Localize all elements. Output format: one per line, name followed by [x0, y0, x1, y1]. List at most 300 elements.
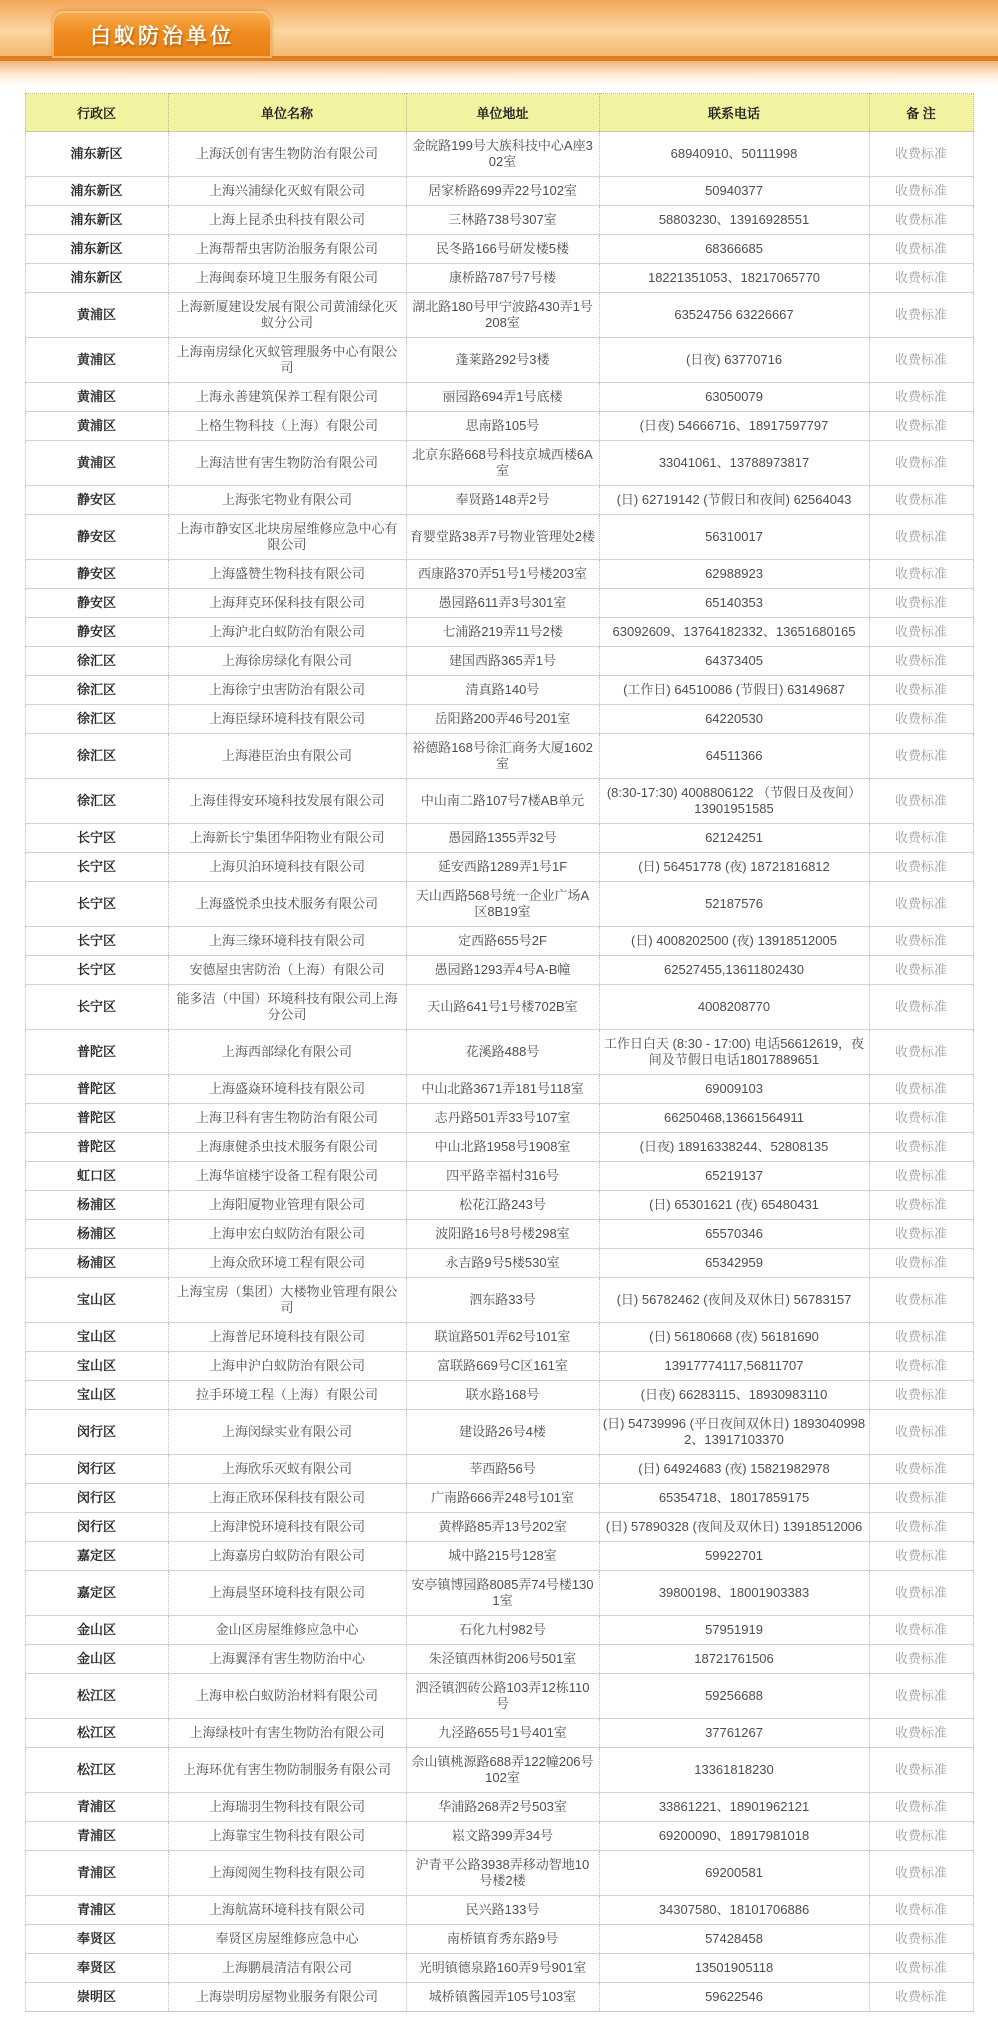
district-cell: 浦东新区 [25, 206, 168, 235]
table-row [25, 618, 973, 647]
phone-cell: 64220530 [599, 705, 869, 734]
table-row [25, 779, 973, 824]
table-row [25, 1220, 973, 1249]
district-cell: 金山区 [25, 1645, 168, 1674]
phone-cell: 65354718、18017859175 [599, 1484, 869, 1513]
phone-cell: 37761267 [599, 1719, 869, 1748]
note-cell: 收费标准 [869, 1191, 973, 1220]
unit-name-cell: 上海普尼环境科技有限公司 [168, 1323, 406, 1352]
table-row [25, 383, 973, 412]
note-cell: 收费标准 [869, 206, 973, 235]
table-row [25, 1513, 973, 1542]
phone-cell: 62124251 [599, 824, 869, 853]
district-cell: 长宁区 [25, 927, 168, 956]
table-row [25, 1249, 973, 1278]
unit-address-cell: 民冬路166号研发楼5楼 [406, 235, 599, 264]
unit-address-cell: 松花江路243号 [406, 1191, 599, 1220]
table-row [25, 1542, 973, 1571]
phone-cell: (日) 56782462 (夜间及双休日) 56783157 [599, 1278, 869, 1323]
unit-name-cell: 上海徐房绿化有限公司 [168, 647, 406, 676]
district-cell: 奉贤区 [25, 1925, 168, 1954]
table-row [25, 1896, 973, 1925]
unit-address-cell: 安亭镇博园路8085弄74号楼1301室 [406, 1571, 599, 1616]
unit-address-cell: 光明镇德泉路160弄9号901室 [406, 1954, 599, 1983]
note-cell: 收费标准 [869, 882, 973, 927]
unit-address-cell: 七浦路219弄11号2楼 [406, 618, 599, 647]
header-fade-strip [0, 61, 998, 85]
district-cell: 徐汇区 [25, 734, 168, 779]
note-cell: 收费标准 [869, 338, 973, 383]
district-cell: 黄浦区 [25, 383, 168, 412]
note-cell: 收费标准 [869, 293, 973, 338]
table-row [25, 1381, 973, 1410]
note-cell: 收费标准 [869, 1104, 973, 1133]
note-cell: 收费标准 [869, 1954, 973, 1983]
district-cell: 松江区 [25, 1748, 168, 1793]
phone-cell: 18221351053、18217065770 [599, 264, 869, 293]
unit-address-cell: 康桥路787号7号楼 [406, 264, 599, 293]
district-cell: 黄浦区 [25, 412, 168, 441]
phone-cell: 39800198、18001903383 [599, 1571, 869, 1616]
unit-address-cell: 富联路669号C区161室 [406, 1352, 599, 1381]
unit-name-cell: 上海申沪白蚁防治有限公司 [168, 1352, 406, 1381]
unit-address-cell: 蓬莱路292号3楼 [406, 338, 599, 383]
note-cell: 收费标准 [869, 515, 973, 560]
note-cell: 收费标准 [869, 1410, 973, 1455]
note-cell: 收费标准 [869, 560, 973, 589]
column-header-unit-name: 单位名称 [168, 94, 406, 132]
unit-address-cell: 九泾路655号1号401室 [406, 1719, 599, 1748]
note-cell: 收费标准 [869, 1278, 973, 1323]
unit-address-cell: 联水路168号 [406, 1381, 599, 1410]
phone-cell: 63050079 [599, 383, 869, 412]
district-cell: 嘉定区 [25, 1571, 168, 1616]
district-cell: 松江区 [25, 1674, 168, 1719]
table-header-row [25, 94, 973, 132]
unit-address-cell: 华浦路268弄2号503室 [406, 1793, 599, 1822]
table-row [25, 1191, 973, 1220]
phone-cell: 64373405 [599, 647, 869, 676]
unit-address-cell: 愚园路611弄3号301室 [406, 589, 599, 618]
phone-cell: 64511366 [599, 734, 869, 779]
unit-address-cell: 三林路738号307室 [406, 206, 599, 235]
table-row [25, 206, 973, 235]
unit-name-cell: 上海闵绿实业有限公司 [168, 1410, 406, 1455]
phone-cell: 65342959 [599, 1249, 869, 1278]
unit-address-cell: 崧文路399弄34号 [406, 1822, 599, 1851]
table-row [25, 1352, 973, 1381]
unit-address-cell: 建设路26号4楼 [406, 1410, 599, 1455]
note-cell: 收费标准 [869, 1674, 973, 1719]
district-cell: 静安区 [25, 515, 168, 560]
district-cell: 徐汇区 [25, 779, 168, 824]
phone-cell: 68366685 [599, 235, 869, 264]
unit-address-cell: 湖北路180号甲宁波路430弄1号208室 [406, 293, 599, 338]
table-row [25, 927, 973, 956]
table-row [25, 1719, 973, 1748]
table-row [25, 515, 973, 560]
phone-cell: 33861221、18901962121 [599, 1793, 869, 1822]
table-row [25, 824, 973, 853]
district-cell: 静安区 [25, 618, 168, 647]
note-cell: 收费标准 [869, 1851, 973, 1896]
district-cell: 闵行区 [25, 1455, 168, 1484]
phone-cell: 59622546 [599, 1983, 869, 2012]
table-row [25, 338, 973, 383]
unit-name-cell: 上海绿枝叶有害生物防治有限公司 [168, 1719, 406, 1748]
unit-name-cell: 上海洁世有害生物防治有限公司 [168, 441, 406, 486]
phone-cell: 57951919 [599, 1616, 869, 1645]
phone-cell: 58803230、13916928551 [599, 206, 869, 235]
district-cell: 浦东新区 [25, 177, 168, 206]
district-cell: 嘉定区 [25, 1542, 168, 1571]
column-header-address: 单位地址 [406, 94, 599, 132]
phone-cell: 4008208770 [599, 985, 869, 1030]
table-row [25, 441, 973, 486]
unit-name-cell: 上海三缘环境科技有限公司 [168, 927, 406, 956]
district-cell: 长宁区 [25, 853, 168, 882]
table-row [25, 956, 973, 985]
unit-address-cell: 愚园路1355弄32号 [406, 824, 599, 853]
district-cell: 杨浦区 [25, 1249, 168, 1278]
district-cell: 金山区 [25, 1616, 168, 1645]
district-cell: 宝山区 [25, 1381, 168, 1410]
table-row [25, 1851, 973, 1896]
unit-address-cell: 天山路641号1号楼702B室 [406, 985, 599, 1030]
note-cell: 收费标准 [869, 1983, 973, 2012]
unit-address-cell: 联谊路501弄62号101室 [406, 1323, 599, 1352]
district-cell: 徐汇区 [25, 676, 168, 705]
section-tab-label: 白蚁防治单位 [90, 24, 234, 48]
phone-cell: 52187576 [599, 882, 869, 927]
table-row [25, 293, 973, 338]
unit-address-cell: 中山南二路107号7楼AB单元 [406, 779, 599, 824]
phone-cell: 50940377 [599, 177, 869, 206]
table-row [25, 1616, 973, 1645]
unit-name-cell: 上海靠宝生物科技有限公司 [168, 1822, 406, 1851]
note-cell: 收费标准 [869, 412, 973, 441]
note-cell: 收费标准 [869, 734, 973, 779]
unit-address-cell: 清真路140号 [406, 676, 599, 705]
unit-name-cell: 上海正欣环保科技有限公司 [168, 1484, 406, 1513]
phone-cell: (8:30-17:30) 4008806122 （节假日及夜间） 13901951585 [599, 779, 869, 824]
table-row [25, 705, 973, 734]
phone-cell: 33041061、13788973817 [599, 441, 869, 486]
unit-address-cell: 永吉路9号5楼530室 [406, 1249, 599, 1278]
unit-name-cell: 上海港臣治虫有限公司 [168, 734, 406, 779]
unit-name-cell: 上海津悦环境科技有限公司 [168, 1513, 406, 1542]
note-cell: 收费标准 [869, 618, 973, 647]
table-row [25, 589, 973, 618]
phone-cell: 69200090、18917981018 [599, 1822, 869, 1851]
note-cell: 收费标准 [869, 1133, 973, 1162]
unit-name-cell: 上海崇明房屋物业服务有限公司 [168, 1983, 406, 2012]
unit-name-cell: 上海华谊楼宇设备工程有限公司 [168, 1162, 406, 1191]
phone-cell: (日) 62719142 (节假日和夜间) 62564043 [599, 486, 869, 515]
note-cell: 收费标准 [869, 1748, 973, 1793]
district-cell: 长宁区 [25, 956, 168, 985]
note-cell: 收费标准 [869, 1381, 973, 1410]
note-cell: 收费标准 [869, 1542, 973, 1571]
table-row [25, 1104, 973, 1133]
district-cell: 普陀区 [25, 1075, 168, 1104]
phone-cell: 69200581 [599, 1851, 869, 1896]
table-row [25, 560, 973, 589]
table-row [25, 235, 973, 264]
phone-cell: 63092609、13764182332、13651680165 [599, 618, 869, 647]
district-cell: 青浦区 [25, 1896, 168, 1925]
district-cell: 长宁区 [25, 882, 168, 927]
unit-address-cell: 民兴路133号 [406, 1896, 599, 1925]
note-cell: 收费标准 [869, 647, 973, 676]
table-row [25, 1162, 973, 1191]
unit-name-cell: 上海兴浦绿化灭蚁有限公司 [168, 177, 406, 206]
phone-cell: 59256688 [599, 1674, 869, 1719]
note-cell: 收费标准 [869, 1249, 973, 1278]
table-row [25, 647, 973, 676]
unit-name-cell: 上海沪北白蚁防治有限公司 [168, 618, 406, 647]
unit-name-cell: 上海新厦建设发展有限公司黄浦绿化灭蚁分公司 [168, 293, 406, 338]
table-row [25, 1455, 973, 1484]
note-cell: 收费标准 [869, 589, 973, 618]
unit-name-cell: 上海宝房（集团）大楼物业管理有限公司 [168, 1278, 406, 1323]
unit-address-cell: 城桥镇酱园弄105号103室 [406, 1983, 599, 2012]
phone-cell: 69009103 [599, 1075, 869, 1104]
phone-cell: (日夜) 18916338244、52808135 [599, 1133, 869, 1162]
unit-name-cell: 上海市静安区北块房屋维修应急中心有限公司 [168, 515, 406, 560]
unit-address-cell: 石化九村982号 [406, 1616, 599, 1645]
unit-address-cell: 居家桥路699弄22号102室 [406, 177, 599, 206]
unit-address-cell: 黄桦路85弄13号202室 [406, 1513, 599, 1542]
unit-name-cell: 奉贤区房屋维修应急中心 [168, 1925, 406, 1954]
district-cell: 黄浦区 [25, 293, 168, 338]
table-row [25, 1323, 973, 1352]
note-cell: 收费标准 [869, 1075, 973, 1104]
unit-address-cell: 裕德路168号徐汇商务大厦1602室 [406, 734, 599, 779]
table-row [25, 1484, 973, 1513]
unit-address-cell: 泗东路33号 [406, 1278, 599, 1323]
note-cell: 收费标准 [869, 1793, 973, 1822]
phone-cell: 63524756 63226667 [599, 293, 869, 338]
district-cell: 宝山区 [25, 1352, 168, 1381]
district-cell: 闵行区 [25, 1513, 168, 1542]
unit-name-cell: 上海航嵩环境科技有限公司 [168, 1896, 406, 1925]
phone-cell: 34307580、18101706886 [599, 1896, 869, 1925]
phone-cell: 65219137 [599, 1162, 869, 1191]
phone-cell: 57428458 [599, 1925, 869, 1954]
note-cell: 收费标准 [869, 132, 973, 177]
unit-address-cell: 沪青平公路3938弄移动智地10号楼2楼 [406, 1851, 599, 1896]
table-row [25, 1571, 973, 1616]
note-cell: 收费标准 [869, 853, 973, 882]
unit-name-cell: 上海申松白蚁防治材料有限公司 [168, 1674, 406, 1719]
phone-cell: (工作日) 64510086 (节假日) 63149687 [599, 676, 869, 705]
district-cell: 静安区 [25, 589, 168, 618]
unit-address-cell: 中山北路1958号1908室 [406, 1133, 599, 1162]
district-cell: 静安区 [25, 560, 168, 589]
unit-name-cell: 上海申宏白蚁防治有限公司 [168, 1220, 406, 1249]
district-cell: 浦东新区 [25, 264, 168, 293]
unit-name-cell: 上海翼泽有害生物防治中心 [168, 1645, 406, 1674]
note-cell: 收费标准 [869, 264, 973, 293]
unit-address-cell: 定西路655号2F [406, 927, 599, 956]
unit-address-cell: 花溪路488号 [406, 1030, 599, 1075]
phone-cell: (日夜) 63770716 [599, 338, 869, 383]
unit-name-cell: 上海晨坚环境科技有限公司 [168, 1571, 406, 1616]
note-cell: 收费标准 [869, 1352, 973, 1381]
phone-cell: 66250468,13661564911 [599, 1104, 869, 1133]
district-cell: 虹口区 [25, 1162, 168, 1191]
note-cell: 收费标准 [869, 824, 973, 853]
table-row [25, 1030, 973, 1075]
note-cell: 收费标准 [869, 676, 973, 705]
termite-units-table [25, 93, 974, 2012]
unit-name-cell: 上海上昆杀虫科技有限公司 [168, 206, 406, 235]
unit-address-cell: 朱泾镇西林街206号501室 [406, 1645, 599, 1674]
table-row [25, 1748, 973, 1793]
unit-address-cell: 延安西路1289弄1号1F [406, 853, 599, 882]
unit-name-cell: 上海新长宁集团华阳物业有限公司 [168, 824, 406, 853]
district-cell: 普陀区 [25, 1030, 168, 1075]
unit-address-cell: 奉贤路148弄2号 [406, 486, 599, 515]
district-cell: 青浦区 [25, 1793, 168, 1822]
district-cell: 徐汇区 [25, 647, 168, 676]
note-cell: 收费标准 [869, 1719, 973, 1748]
unit-name-cell: 上海盛悦杀虫技术服务有限公司 [168, 882, 406, 927]
unit-name-cell: 上海沃创有害生物防治有限公司 [168, 132, 406, 177]
unit-name-cell: 安德屋虫害防治（上海）有限公司 [168, 956, 406, 985]
note-cell: 收费标准 [869, 927, 973, 956]
unit-address-cell: 岳阳路200弄46号201室 [406, 705, 599, 734]
district-cell: 长宁区 [25, 985, 168, 1030]
phone-cell: 62988923 [599, 560, 869, 589]
note-cell: 收费标准 [869, 1484, 973, 1513]
unit-name-cell: 上海帮帮虫害防治服务有限公司 [168, 235, 406, 264]
note-cell: 收费标准 [869, 486, 973, 515]
unit-address-cell: 南桥镇育秀东路9号 [406, 1925, 599, 1954]
district-cell: 杨浦区 [25, 1220, 168, 1249]
unit-address-cell: 泗泾镇泗砖公路103弄12栋110号 [406, 1674, 599, 1719]
phone-cell: (日) 54739996 (平日夜间双休日) 18930409982、13917103370 [599, 1410, 869, 1455]
unit-name-cell: 上海阳厦物业管理有限公司 [168, 1191, 406, 1220]
unit-address-cell: 中山北路3671弄181号118室 [406, 1075, 599, 1104]
phone-cell: (日) 65301621 (夜) 65480431 [599, 1191, 869, 1220]
phone-cell: 65570346 [599, 1220, 869, 1249]
note-cell: 收费标准 [869, 956, 973, 985]
unit-name-cell: 上海徐宁虫害防治有限公司 [168, 676, 406, 705]
column-header-note: 备 注 [869, 94, 973, 132]
unit-name-cell: 上海永善建筑保养工程有限公司 [168, 383, 406, 412]
district-cell: 松江区 [25, 1719, 168, 1748]
note-cell: 收费标准 [869, 1925, 973, 1954]
unit-name-cell: 上海盛焱环境科技有限公司 [168, 1075, 406, 1104]
unit-name-cell: 上海康健杀虫技术服务有限公司 [168, 1133, 406, 1162]
note-cell: 收费标准 [869, 235, 973, 264]
phone-cell: 68940910、50111998 [599, 132, 869, 177]
note-cell: 收费标准 [869, 1162, 973, 1191]
unit-name-cell: 上海闽泰环境卫生服务有限公司 [168, 264, 406, 293]
district-cell: 闵行区 [25, 1410, 168, 1455]
table-row [25, 1133, 973, 1162]
unit-address-cell: 志丹路501弄33号107室 [406, 1104, 599, 1133]
unit-name-cell: 上格生物科技（上海）有限公司 [168, 412, 406, 441]
unit-name-cell: 拉手环境工程（上海）有限公司 [168, 1381, 406, 1410]
table-row [25, 882, 973, 927]
table-row [25, 1954, 973, 1983]
table-row [25, 1645, 973, 1674]
district-cell: 长宁区 [25, 824, 168, 853]
unit-address-cell: 建国西路365弄1号 [406, 647, 599, 676]
unit-name-cell: 上海佳得安环境科技发展有限公司 [168, 779, 406, 824]
table-row [25, 1278, 973, 1323]
unit-name-cell: 上海阅阅生物科技有限公司 [168, 1851, 406, 1896]
units-table-body [25, 132, 973, 2012]
district-cell: 浦东新区 [25, 132, 168, 177]
phone-cell: (日夜) 54666716、18917597797 [599, 412, 869, 441]
table-row [25, 177, 973, 206]
unit-address-cell: 西康路370弄51号1号楼203室 [406, 560, 599, 589]
unit-address-cell: 思南路105号 [406, 412, 599, 441]
phone-cell: 13917774117,56811707 [599, 1352, 869, 1381]
table-row [25, 264, 973, 293]
note-cell: 收费标准 [869, 441, 973, 486]
unit-address-cell: 天山西路568号统一企业广场A区8B19室 [406, 882, 599, 927]
phone-cell: 65140353 [599, 589, 869, 618]
table-row [25, 1793, 973, 1822]
table-row [25, 1410, 973, 1455]
unit-address-cell: 四平路幸福村316号 [406, 1162, 599, 1191]
note-cell: 收费标准 [869, 1220, 973, 1249]
unit-name-cell: 能多洁（中国）环境科技有限公司上海分公司 [168, 985, 406, 1030]
unit-address-cell: 城中路215号128室 [406, 1542, 599, 1571]
district-cell: 浦东新区 [25, 235, 168, 264]
note-cell: 收费标准 [869, 1822, 973, 1851]
note-cell: 收费标准 [869, 779, 973, 824]
table-row [25, 1674, 973, 1719]
unit-address-cell: 佘山镇桃源路688弄122幢206号102室 [406, 1748, 599, 1793]
phone-cell: (日夜) 66283115、18930983110 [599, 1381, 869, 1410]
note-cell: 收费标准 [869, 1513, 973, 1542]
unit-address-cell: 金皖路199号大族科技中心A座302室 [406, 132, 599, 177]
district-cell: 青浦区 [25, 1822, 168, 1851]
note-cell: 收费标准 [869, 1896, 973, 1925]
district-cell: 闵行区 [25, 1484, 168, 1513]
note-cell: 收费标准 [869, 1455, 973, 1484]
note-cell: 收费标准 [869, 177, 973, 206]
unit-name-cell: 金山区房屋维修应急中心 [168, 1616, 406, 1645]
phone-cell: (日) 4008202500 (夜) 13918512005 [599, 927, 869, 956]
unit-name-cell: 上海环优有害生物防制服务有限公司 [168, 1748, 406, 1793]
district-cell: 普陀区 [25, 1104, 168, 1133]
page-header [0, 0, 998, 61]
note-cell: 收费标准 [869, 1616, 973, 1645]
table-row [25, 853, 973, 882]
units-table-container [0, 85, 998, 2038]
phone-cell: (日) 56180668 (夜) 56181690 [599, 1323, 869, 1352]
section-tab-termite-units[interactable] [52, 11, 272, 58]
column-header-phone: 联系电话 [599, 94, 869, 132]
unit-address-cell: 北京东路668号科技京城西楼6A室 [406, 441, 599, 486]
unit-address-cell: 广南路666弄248号101室 [406, 1484, 599, 1513]
district-cell: 普陀区 [25, 1133, 168, 1162]
table-row [25, 1983, 973, 2012]
table-row [25, 1925, 973, 1954]
unit-name-cell: 上海嘉房白蚁防治有限公司 [168, 1542, 406, 1571]
unit-name-cell: 上海瑞羽生物科技有限公司 [168, 1793, 406, 1822]
phone-cell: (日) 56451778 (夜) 18721816812 [599, 853, 869, 882]
district-cell: 崇明区 [25, 1983, 168, 2012]
district-cell: 奉贤区 [25, 1954, 168, 1983]
